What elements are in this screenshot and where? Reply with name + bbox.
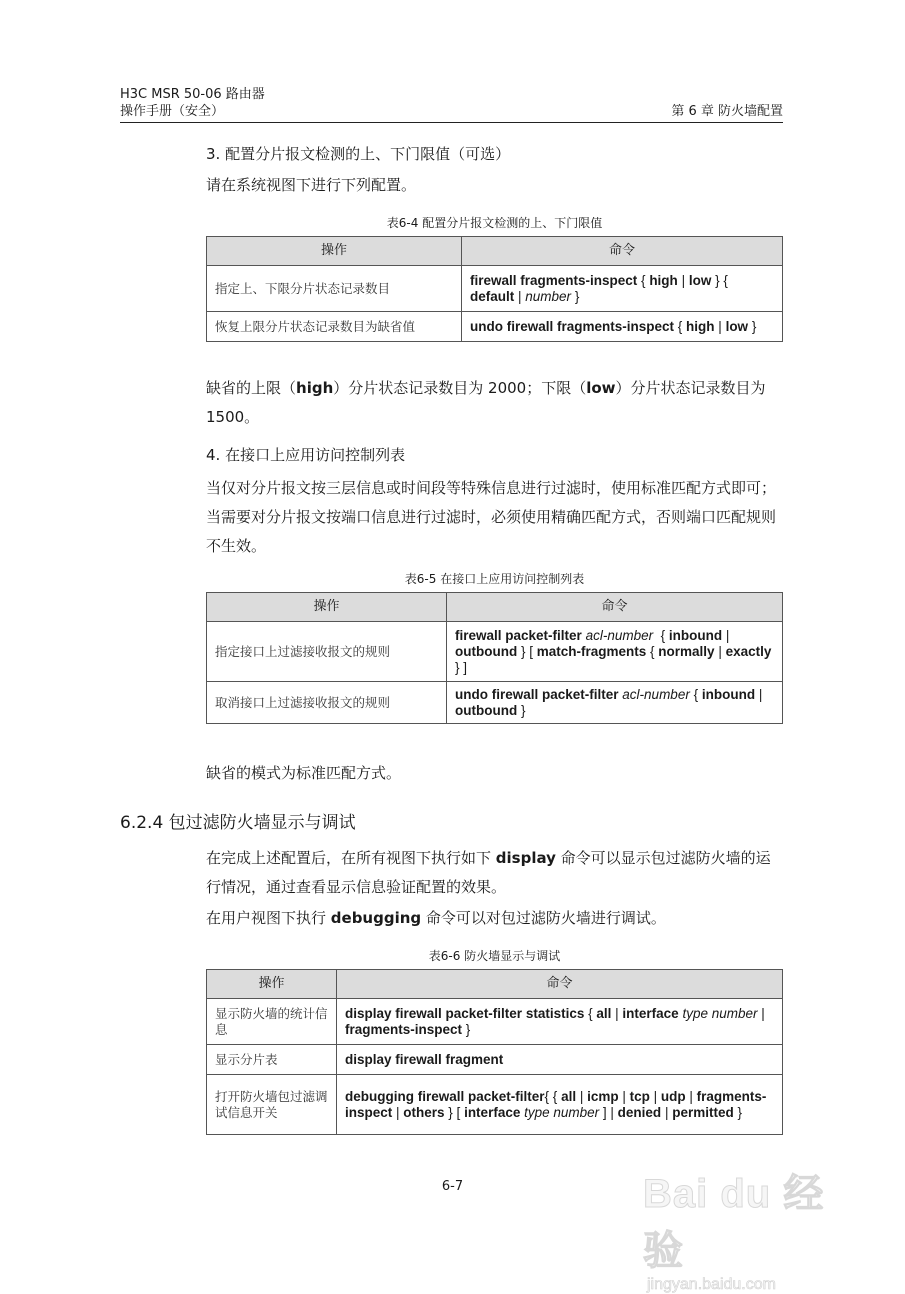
manual-name: 操作手册（安全） bbox=[120, 104, 225, 119]
column-header-operation: 操作 bbox=[207, 237, 462, 266]
table-row bbox=[207, 312, 783, 342]
column-header-operation: 操作 bbox=[207, 970, 337, 999]
chapter-title: 第 6 章 防火墙配置 bbox=[671, 104, 783, 119]
table-6-5-caption: 表6-5 在接口上应用访问控制列表 bbox=[404, 572, 585, 586]
baidu-watermark bbox=[643, 1162, 853, 1294]
operation-cell: 取消接口上过滤接收报文的规则 bbox=[207, 682, 447, 724]
command-cell: debugging firewall packet-filter{ { all | icmp | tcp | udp | fragments-inspect | others } [ interface type number ] | denied | permitted } bbox=[337, 1075, 783, 1135]
operation-cell: 指定上、下限分片状态记录数目 bbox=[207, 266, 462, 312]
section-4-title: 4. 在接口上应用访问控制列表 bbox=[206, 446, 406, 464]
table-header-row bbox=[207, 970, 783, 999]
table-6-5 bbox=[206, 592, 783, 724]
column-header-operation: 操作 bbox=[207, 593, 447, 622]
operation-cell: 打开防火墙包过滤调试信息开关 bbox=[207, 1075, 337, 1135]
table-header-row bbox=[207, 593, 783, 622]
operation-cell: 显示分片表 bbox=[207, 1045, 337, 1075]
command-cell: firewall packet-filter acl-number { inbound | outbound } [ match-fragments { normally | exactly } ] bbox=[447, 622, 783, 682]
header-rule bbox=[120, 122, 783, 123]
watermark-url: jingyan.baidu.com bbox=[647, 1276, 776, 1293]
section-6-2-4-p1: 在完成上述配置后，在所有视图下执行如下 display 命令可以显示包过滤防火墙的运行情况，通过查看显示信息验证配置的效果。 bbox=[206, 849, 771, 896]
section-4-body: 当仅对分片报文按三层信息或时间段等特殊信息进行过滤时，使用标准匹配方式即可；当需要对分片报文按端口信息进行过滤时，必须使用精确匹配方式，否则端口匹配规则不生效。 bbox=[206, 479, 777, 555]
table-6-6 bbox=[206, 969, 783, 1135]
table-6-6-caption: 表6-6 防火墙显示与调试 bbox=[428, 949, 561, 963]
table-6-4 bbox=[206, 236, 783, 342]
running-header bbox=[120, 86, 783, 123]
page-number: 6-7 bbox=[441, 1179, 464, 1194]
operation-cell: 指定接口上过滤接收报文的规则 bbox=[207, 622, 447, 682]
table-row bbox=[207, 266, 783, 312]
product-name: H3C MSR 50-06 路由器 bbox=[120, 87, 265, 102]
command-cell: display firewall packet-filter statistics { all | interface type number | fragments-inspect } bbox=[337, 999, 783, 1045]
section-6-2-4-p2: 在用户视图下执行 debugging 命令可以对包过滤防火墙进行调试。 bbox=[206, 909, 666, 927]
table-row bbox=[207, 999, 783, 1045]
section-4-default-note: 缺省的模式为标准匹配方式。 bbox=[206, 764, 402, 782]
command-cell: undo firewall fragments-inspect { high | low } bbox=[462, 312, 783, 342]
table-row bbox=[207, 682, 783, 724]
section-3-title: 3. 配置分片报文检测的上、下门限值（可选） bbox=[206, 145, 511, 163]
table-row bbox=[207, 622, 783, 682]
column-header-command: 命令 bbox=[337, 970, 783, 999]
operation-cell: 显示防火墙的统计信息 bbox=[207, 999, 337, 1045]
command-cell: undo firewall packet-filter acl-number { inbound | outbound } bbox=[447, 682, 783, 724]
column-header-command: 命令 bbox=[462, 237, 783, 266]
column-header-command: 命令 bbox=[447, 593, 783, 622]
baidu-logo-icon: Bai du 经验 bbox=[643, 1172, 825, 1273]
command-cell: display firewall fragment bbox=[337, 1045, 783, 1075]
command-cell: firewall fragments-inspect { high | low } { default | number } bbox=[462, 266, 783, 312]
table-6-4-caption: 表6-4 配置分片报文检测的上、下门限值 bbox=[386, 216, 603, 230]
table-row bbox=[207, 1075, 783, 1135]
table-header-row bbox=[207, 237, 783, 266]
section-3-intro: 请在系统视图下进行下列配置。 bbox=[206, 176, 417, 194]
operation-cell: 恢复上限分片状态记录数目为缺省值 bbox=[207, 312, 462, 342]
section-6-2-4-heading: 6.2.4 包过滤防火墙显示与调试 bbox=[120, 813, 356, 833]
table-row bbox=[207, 1045, 783, 1075]
section-3-default-note: 缺省的上限（high）分片状态记录数目为 2000；下限（low）分片状态记录数目为 1500。 bbox=[206, 379, 766, 426]
